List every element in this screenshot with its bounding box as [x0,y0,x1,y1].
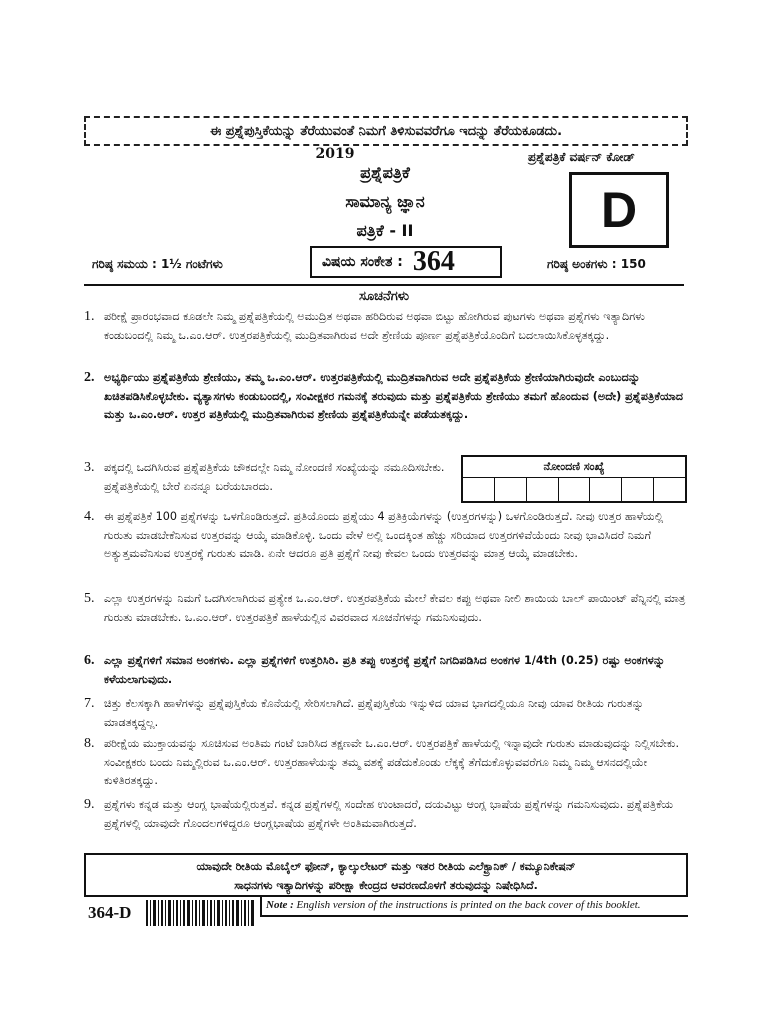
subject-code-box [310,246,502,278]
registration-digit-cell[interactable] [654,478,685,502]
instruction-text: ಪರೀಕ್ಷೆಯ ಮುಕ್ತಾಯವನ್ನು ಸೂಚಿಸುವ ಅಂತಿಮ ಗಂಟೆ ಬಾರಿಸಿದ ತಕ್ಷಣವೇ ಒ.ಎಂ.ಆರ್. ಉತ್ತರಪತ್ರಿಕೆ ಹಾಳೆಯಲ್ಲಿ ಇನ್ನಾವುದೇ ಗುರುತು ಮಾಡುವುದನ್ನು ನಿಲ್ಲಿಸಬೇಕು. ಸಂವೀಕ್ಷಕರು ಬಂದು ನಿಮ್ಮಲ್ಲಿರುವ ಒ.ಎಂ.ಆರ್. ಉತ್ತರಹಾಳೆಯನ್ನು ತಮ್ಮ ವಶಕ್ಕೆ ಪಡೆದುಕೊಂಡು ಲೆಕ್ಕಕ್ಕೆ ತೆಗೆದುಕೊಳ್ಳುವವರೆಗೂ ನಿಮ್ಮ ನಿಮ್ಮ ಆಸನದಲ್ಲಿಯೇ ಕುಳಿತಿರತಕ್ಕದ್ದು. [104,737,680,787]
subject-title: ಸಾಮಾನ್ಯ ಜ್ಞಾನ [345,192,425,211]
registration-digit-cell[interactable] [527,478,559,502]
instruction-item [84,796,690,833]
english-note [260,897,688,917]
instruction-number: 8. [84,736,95,751]
instructions-heading: ಸೂಚನೆಗಳು [358,289,410,304]
instruction-text: ಅಭ್ಯರ್ಥಿಯು ಪ್ರಶ್ನೆಪತ್ರಿಕೆಯ ಶ್ರೇಣಿಯು, ತಮ್ಮ ಒ.ಎಂ.ಆರ್. ಉತ್ತರಪತ್ರಿಕೆಯಲ್ಲಿ ಮುದ್ರಿತವಾಗಿರುವ ಅದೇ ಪ್ರಶ್ನೆಪತ್ರಿಕೆಯ ಶ್ರೇಣಿಯಾಗಿರುವುದೇ ಎಂಬುದನ್ನು ಖಚಿತಪಡಿಸಿಕೊಳ್ಳಬೇಕು. ವ್ಯತ್ಯಾಸಗಳು ಕಂಡುಬಂದಲ್ಲಿ, ಸಂವೀಕ್ಷಕರ ಗಮನಕ್ಕೆ ತರುವುದು ಮತ್ತು ಪ್ರಶ್ನೆಪತ್ರಿಕೆಯ ಶ್ರೇಣಿಯು ತಮಗೆ ಹೊಂದುವ (ಅದೇ) ಪ್ರಶ್ನೆಪತ್ರಿಕೆಯಾದ ಮತ್ತು ಒ.ಎಂ.ಆರ್. ಉತ್ತರ ಪತ್ರಿಕೆಯಲ್ಲಿ ಮುದ್ರಿತವಾಗಿರುವ ಶ್ರೇಣಿಯ ಪ್ರಶ್ನೆಪತ್ರಿಕೆಯನ್ನೇ ಪಡೆಯತಕ್ಕದ್ದು. [104,371,684,421]
instruction-number: 9. [84,797,95,812]
registration-digit-cell[interactable] [622,478,654,502]
instruction-item [84,459,454,496]
max-time: ಗರಿಷ್ಠ ಸಮಯ : 1½ ಗಂಟೆಗಳು [92,257,223,271]
registration-digit-cell[interactable] [495,478,527,502]
header-divider [84,284,684,286]
instruction-number: 1. [84,309,95,324]
note-text: English version of the instructions is printed on the back cover of this booklet. [296,899,641,911]
instruction-number: 4. [84,509,95,524]
do-not-open-banner [84,116,688,146]
booklet-title: ಪ್ರಶ್ನೆಪತ್ರಿಕೆ [360,163,410,182]
instruction-number: 7. [84,696,95,711]
instruction-item [84,369,690,425]
instruction-item [84,695,690,732]
instruction-text: ಎಲ್ಲಾ ಪ್ರಶ್ನೆಗಳಿಗೆ ಸಮಾನ ಅಂಕಗಳು. ಎಲ್ಲಾ ಪ್ರಶ್ನೆಗಳಿಗೆ ಉತ್ತರಿಸಿರಿ. ಪ್ರತಿ ತಪ್ಪು ಉತ್ತರಕ್ಕೆ ಪ್ರಶ್ನೆಗೆ ನಿಗದಿಪಡಿಸಿದ ಅಂಕಗಳ 1/4th (0.25) ರಷ್ಟು ಅಂಕಗಳನ್ನು ಕಳೆಯಲಾಗುವುದು. [104,654,666,686]
registration-number-label: ನೋಂದಣಿ ಸಂಖ್ಯೆ [463,457,685,478]
warning-line-1: ಯಾವುದೇ ರೀತಿಯ ಮೊಬೈಲ್ ಫೋನ್, ಕ್ಯಾಲ್ಕುಲೇಟರ್ ಮತ್ತು ಇತರ ರೀತಿಯ ಎಲೆಕ್ಟ್ರಾನಿಕ್ / ಕಮ್ಯೂನಿಕೇಷನ್ [196,860,576,873]
instruction-item [84,590,690,627]
registration-digit-cell[interactable] [463,478,495,502]
warning-line-2: ಸಾಧನಗಳು ಇತ್ಯಾದಿಗಳನ್ನು ಪರೀಕ್ಷಾ ಕೇಂದ್ರದ ಆವರಣದೊಳಗೆ ತರುವುದನ್ನು ನಿಷೇಧಿಸಿದೆ. [234,879,538,892]
instruction-item [84,735,690,791]
instruction-text: ಪರೀಕ್ಷೆ ಪ್ರಾರಂಭವಾದ ಕೂಡಲೇ ನಿಮ್ಮ ಪ್ರಶ್ನೆಪತ್ರಿಕೆಯಲ್ಲಿ ಅಮುದ್ರಿತ ಅಥವಾ ಹರಿದಿರುವ ಅಥವಾ ಬಿಟ್ಟು ಹೋಗಿರುವ ಪುಟಗಳು ಅಥವಾ ಪ್ರಶ್ನೆಗಳು ಇತ್ಯಾದಿಗಳು ಕಂಡುಬಂದಲ್ಲಿ ನಿಮ್ಮ ಒ.ಎಂ.ಆರ್. ಉತ್ತರಪತ್ರಿಕೆಯಲ್ಲಿ ಮುದ್ರಿತವಾಗಿರುವ ಅದೇ ಶ್ರೇಣಿಯ ಪೂರ್ಣ ಪ್ರಶ್ನೆಪತ್ರಿಕೆಯೊಂದಿಗೆ ಬದಲಾಯಿಸಿಕೊಳ್ಳತಕ್ಕದ್ದು. [104,310,645,342]
subject-code: 364 [412,246,455,277]
instruction-text: ಪ್ರಶ್ನೆಗಳು ಕನ್ನಡ ಮತ್ತು ಆಂಗ್ಲ ಭಾಷೆಯಲ್ಲಿರುತ್ತವೆ. ಕನ್ನಡ ಪ್ರಶ್ನೆಗಳಲ್ಲಿ ಸಂದೇಹ ಉಂಟಾದರೆ, ದಯವಿಟ್ಟು ಆಂಗ್ಲ ಭಾಷೆಯ ಪ್ರಶ್ನೆಗಳನ್ನು ಗಮನಿಸುವುದು. ಪ್ರಶ್ನೆಪತ್ರಿಕೆಯ ಪ್ರಶ್ನೆಗಳಲ್ಲಿ ಯಾವುದೇ ಗೊಂದಲಗಳಿದ್ದರೂ ಆಂಗ್ಲಭಾಷೆಯ ಪ್ರಶ್ನೆಗಳೇ ಅಂತಿಮವಾಗಿರುತ್ತದೆ. [104,798,674,830]
instruction-number: 3. [84,460,95,475]
note-label: Note : [266,899,294,911]
booklet-code: 364-D [88,903,132,922]
instruction-item [84,508,690,564]
version-code: D [600,182,638,238]
version-code-label: ಪ್ರಶ್ನೆಪತ್ರಿಕೆ ವರ್ಷನ್ ಕೋಡ್ [528,150,635,164]
electronic-devices-warning [84,853,688,897]
registration-digit-cell[interactable] [590,478,622,502]
barcode-image [146,900,254,926]
instruction-item [84,308,690,345]
instruction-text: ಎಲ್ಲಾ ಉತ್ತರಗಳನ್ನು ನಿಮಗೆ ಒದಗಿಸಲಾಗಿರುವ ಪ್ರತ್ಯೇಕ ಒ.ಎಂ.ಆರ್. ಉತ್ತರಪತ್ರಿಕೆಯ ಮೇಲೆ ಕೇವಲ ಕಪ್ಪು ಅಥವಾ ನೀಲಿ ಶಾಯಿಯ ಬಾಲ್ ಪಾಯಿಂಟ್ ಪೆನ್ನಿನಲ್ಲಿ ಮಾತ್ರ ಗುರುತು ಮಾಡಬೇಕು. ಒ.ಎಂ.ಆರ್. ಉತ್ತರಪತ್ರಿಕೆ ಹಾಳೆಯಲ್ಲಿನ ವಿವರವಾದ ಸೂಚನೆಗಳನ್ನು ಗಮನಿಸುವುದು. [104,592,686,624]
registration-number-box[interactable] [461,455,687,503]
instruction-number: 2. [84,370,95,385]
instruction-text: ಈ ಪ್ರಶ್ನೆಪತ್ರಿಕೆ 100 ಪ್ರಶ್ನೆಗಳನ್ನು ಒಳಗೊಂಡಿರುತ್ತದೆ. ಪ್ರತಿಯೊಂದು ಪ್ರಶ್ನೆಯು 4 ಪ್ರತಿಕ್ರಿಯೆಗಳನ್ನು (ಉತ್ತರಗಳನ್ನು) ಒಳಗೊಂಡಿರುತ್ತದೆ. ನೀವು ಉತ್ತರ ಹಾಳೆಯಲ್ಲಿ ಗುರುತು ಮಾಡಬೇಕೆನಿಸುವ ಉತ್ತರವನ್ನು ಆಯ್ಕೆ ಮಾಡಿಕೊಳ್ಳಿ. ಒಂದು ವೇಳೆ ಅಲ್ಲಿ ಒಂದಕ್ಕಿಂತ ಹೆಚ್ಚು ಸರಿಯಾದ ಉತ್ತರಗಳಿವೆಯೆಂದು ನೀವು ಭಾವಿಸಿದರೆ ನಿಮಗೆ ಅತ್ಯುತ್ತಮವೆನಿಸುವ ಉತ್ತರಕ್ಕೆ ಗುರುತು ಮಾಡಿ. ಏನೇ ಆದರೂ ಪ್ರತಿ ಪ್ರಶ್ನೆಗೆ ನೀವು ಕೇವಲ ಒಂದು ಉತ್ತರವನ್ನು ಮಾತ್ರ ಆಯ್ಕೆ ಮಾಡಬೇಕು. [104,510,664,560]
instruction-text: ಪಕ್ಕದಲ್ಲಿ ಒದಗಿಸಿರುವ ಪ್ರಶ್ನೆಪತ್ರಿಕೆಯ ಚೌಕದಲ್ಲೇ ನಿಮ್ಮ ನೋಂದಣಿ ಸಂಖ್ಯೆಯನ್ನು ನಮೂದಿಸಬೇಕು. ಪ್ರಶ್ನೆಪತ್ರಿಕೆಯಲ್ಲಿ ಬೇರೆ ಏನನ್ನೂ ಬರೆಯಬಾರದು. [104,461,445,493]
version-code-box [569,172,669,248]
instruction-number: 5. [84,591,95,606]
paper-title: ಪತ್ರಿಕೆ - II [356,221,414,240]
instruction-text: ಚಿತ್ತು ಕೆಲಸಕ್ಕಾಗಿ ಹಾಳೆಗಳನ್ನು ಪ್ರಶ್ನೆಪುಸ್ತಿಕೆಯ ಕೊನೆಯಲ್ಲಿ ಸೇರಿಸಲಾಗಿದೆ. ಪ್ರಶ್ನೆಪುಸ್ತಿಕೆಯ ಇನ್ನುಳಿದ ಯಾವ ಭಾಗದಲ್ಲಿಯೂ ನೀವು ಯಾವ ರೀತಿಯ ಗುರುತನ್ನು ಮಾಡತಕ್ಕದ್ದಲ್ಲ. [104,697,644,729]
registration-digit-cell[interactable] [559,478,591,502]
exam-year: 2019 [315,146,355,162]
max-marks: ಗರಿಷ್ಠ ಅಂಕಗಳು : 150 [547,257,646,271]
registration-number-cells[interactable] [463,478,685,502]
subject-code-label: ವಿಷಯ ಸಂಕೇತ : [322,254,403,270]
instruction-number: 6. [84,653,95,668]
instruction-item [84,652,690,689]
banner-text: ಈ ಪ್ರಶ್ನೆಪುಸ್ತಿಕೆಯನ್ನು ತೆರೆಯುವಂತೆ ನಿಮಗೆ ತಿಳಿಸುವವರೆಗೂ ಇದನ್ನು ತೆರೆಯಕೂಡದು. [209,123,563,139]
